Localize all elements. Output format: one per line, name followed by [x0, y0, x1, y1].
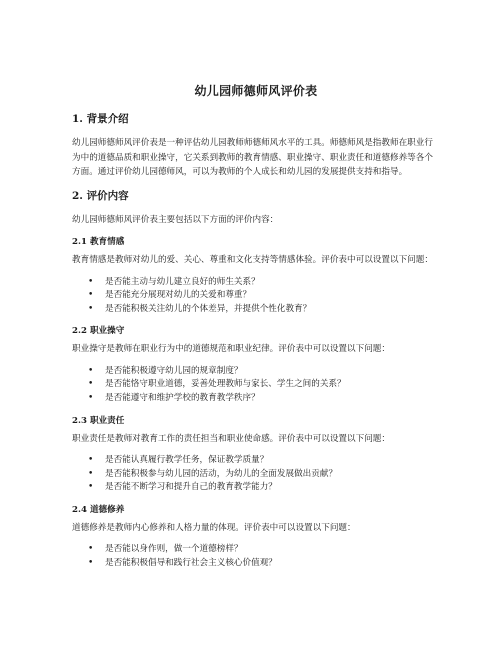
bullet-icon: •	[88, 290, 94, 301]
subsection-heading-educational-emotion: 2.1 教育情感	[72, 237, 125, 247]
bullet-icon: •	[88, 544, 94, 555]
list-item-text: 是否能主动与幼儿建立良好的师生关系？	[105, 276, 260, 287]
subsection-paragraph: 教育情感是教师对幼儿的爱、关心、尊重和文化支持等情感体验。评价表中可以设置以下问题：	[72, 255, 433, 265]
list-item	[72, 481, 440, 495]
list-item	[72, 392, 440, 406]
section-paragraph-background: 幼儿园师德师风评价表是一种评估幼儿园教师师德师风水平的工具。师德师风是指教师在职业行为中的道德品质和职业操守，它关系到教师的教育情感、职业操守、职业责任和道德修养等各个方面。通过评价幼儿园德师风，可以为教师的个人成长和幼儿园的发展提供支持和指导。	[72, 138, 433, 177]
list-item-text: 是否能积极遵守幼儿园的规章制度？	[105, 365, 243, 376]
bullet-icon: •	[88, 276, 94, 287]
list-item	[72, 289, 440, 303]
bullet-icon: •	[88, 557, 94, 568]
bullet-icon: •	[88, 392, 94, 403]
section-paragraph-evaluation-content: 幼儿园师德师风评价表主要包括以下方面的评价内容：	[72, 214, 279, 225]
subsection-heading-professional-ethics: 2.2 职业操守	[72, 326, 125, 337]
question-list	[72, 365, 440, 406]
subsection-heading-professional-responsibility: 2.3 职业责任	[72, 415, 125, 426]
list-item	[72, 276, 440, 290]
subsection-paragraph: 职业操守是教师在职业行为中的道德规范和职业纪律。评价表中可以设置以下问题：	[72, 344, 390, 355]
list-item	[72, 303, 440, 317]
bullet-icon: •	[88, 468, 94, 479]
list-item-text: 是否能积极参与幼儿园的活动，为幼儿的全面发展做出贡献？	[105, 468, 338, 479]
subsection-paragraph: 道德修养是教师内心修养和人格力量的体现。评价表中可以设置以下问题：	[72, 522, 356, 533]
subsection-paragraph: 职业责任是教师对教育工作的责任担当和职业使命感。评价表中可以设置以下问题：	[72, 433, 390, 444]
subsection-heading-moral-cultivation: 2.4 道德修养	[72, 504, 125, 515]
section-heading-evaluation-content: 2. 评价内容	[72, 189, 129, 202]
list-item	[72, 365, 440, 379]
list-item-text: 是否能遵守和维护学校的教育教学秩序？	[105, 392, 260, 403]
bullet-icon: •	[88, 379, 94, 390]
bullet-icon: •	[88, 455, 94, 466]
list-item-text: 是否能认真履行教学任务，保证教学质量？	[105, 455, 269, 466]
list-item	[72, 468, 440, 482]
bullet-icon: •	[88, 303, 94, 314]
list-item-text: 是否能恪守职业道德，妥善处理教师与家长、学生之间的关系？	[105, 379, 346, 390]
list-item-text: 是否能积极倡导和践行社会主义核心价值观？	[105, 557, 277, 568]
question-list	[72, 543, 440, 570]
question-list	[72, 454, 440, 495]
bullet-icon: •	[88, 365, 94, 376]
document-title: 幼儿园师德师风评价表	[194, 84, 318, 98]
question-list	[72, 276, 440, 317]
list-item	[72, 378, 440, 392]
list-item	[72, 543, 440, 557]
section-heading-background: 1. 背景介绍	[72, 113, 129, 125]
bullet-icon: •	[88, 482, 94, 493]
list-item	[72, 454, 440, 468]
list-item-text: 是否能不断学习和提升自己的教育教学能力？	[105, 482, 277, 493]
list-item-text: 是否能充分展现对幼儿的关爱和尊重？	[105, 290, 252, 301]
list-item	[72, 557, 440, 571]
list-item-text: 是否能积极关注幼儿的个体差异，并提供个性化教育？	[105, 303, 312, 314]
list-item-text: 是否能以身作则，做一个道德榜样？	[105, 544, 243, 555]
